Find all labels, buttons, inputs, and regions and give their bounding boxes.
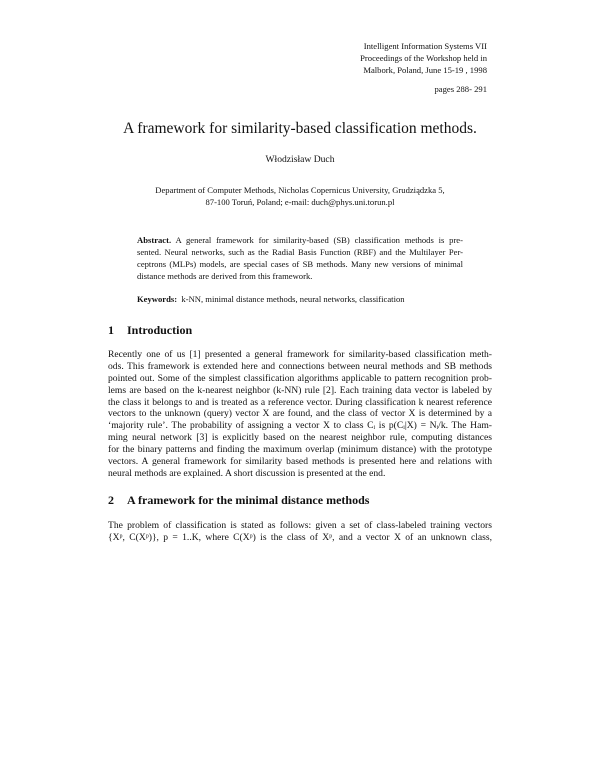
section-title: Introduction [127,323,193,337]
author-name: Włodzisław Duch [265,154,335,165]
keywords-text: k-NN, minimal distance methods, neural networks, classification [181,294,405,304]
affiliation-line: Department of Computer Methods, Nicholas Copernicus University, Grudziądzka 5, [155,185,445,195]
abstract-line [137,234,463,246]
section-heading-framework [108,493,369,508]
paragraph-line: lems are based on the k-nearest neighbor (k-NN) rule [2]. Each training data vector is labeled by [108,384,492,396]
paper-title: A framework for similarity-based classification methods. [123,120,477,137]
abstract-label: Abstract. [137,235,172,245]
paragraph-line: ‘majority rule’. The probability of assigning a vector X to class Cᵢ is p(Cᵢ|X) = Nᵢ/k. The Ham- [108,420,492,432]
paragraph-line: vectors. A general framework for similarity based methods is presented here and relations with [108,456,492,468]
venue-header [360,40,487,76]
affiliation-line: 87-100 Toruń, Poland; e-mail: duch@phys.uni.torun.pl [205,197,395,207]
framework-paragraph [108,520,492,544]
venue-line: Malbork, Poland, June 15-19 , 1998 [363,65,487,75]
paragraph-line: ods. This framework is extended here and connections between neural methods and SB methods [108,360,492,372]
paragraph-line: neural methods are explained. A short discussion is presented at the end. [108,467,386,479]
section-number: 1 [108,323,114,337]
paragraph-line: {Xᵖ, C(Xᵖ)}, p = 1..K, where C(Xᵖ) is the class of Xᵖ, and a vector X of an unknown class, [108,531,492,543]
abstract-line: ceptrons (MLPs) models, are special cases of SB methods. Many new versions of minimal [137,258,463,269]
paragraph-line: for the binary patterns and finding the maximum overlap (minimum distance) with the prototype [108,444,492,456]
paragraph-line: vectors to the unknown (query) vector X are found, and the class of vector X is determined by a [108,408,492,420]
section-number: 2 [108,493,114,507]
paragraph-line: The problem of classification is stated as follows: given a set of class-labeled training vectors [108,520,492,531]
venue-line: Intelligent Information Systems VII [363,41,487,51]
abstract-line: sented. Neural networks, such as the Radial Basis Function (RBF) and the Multilayer Per- [137,246,463,257]
paragraph-line: ming neural network [3] is explicitly based on the nearest neighbor rule, computing distances [108,432,492,444]
abstract-line: distance methods are derived from this framework. [137,270,313,281]
keywords-label: Keywords: [137,294,178,304]
paragraph-line: Recently one of us [1] presented a general framework for similarity-based classification meth- [108,349,492,360]
page-range: pages 288- 291 [434,84,487,94]
section-heading-introduction [108,323,192,338]
abstract [137,234,463,282]
abstract-text: A general framework for similarity-based (SB) classification methods is pre- [175,235,463,245]
introduction-paragraph [108,349,492,480]
paragraph-line: pointed out. Some of the simplest classification algorithms applicable to pattern recognition prob- [108,372,492,384]
paragraph-line: the class it belongs to and is treated as a reference vector. During classification k nearest reference [108,396,492,408]
affiliation [0,184,600,208]
section-title: A framework for the minimal distance methods [127,493,370,507]
venue-line: Proceedings of the Workshop held in [360,53,487,63]
keywords [137,294,463,304]
